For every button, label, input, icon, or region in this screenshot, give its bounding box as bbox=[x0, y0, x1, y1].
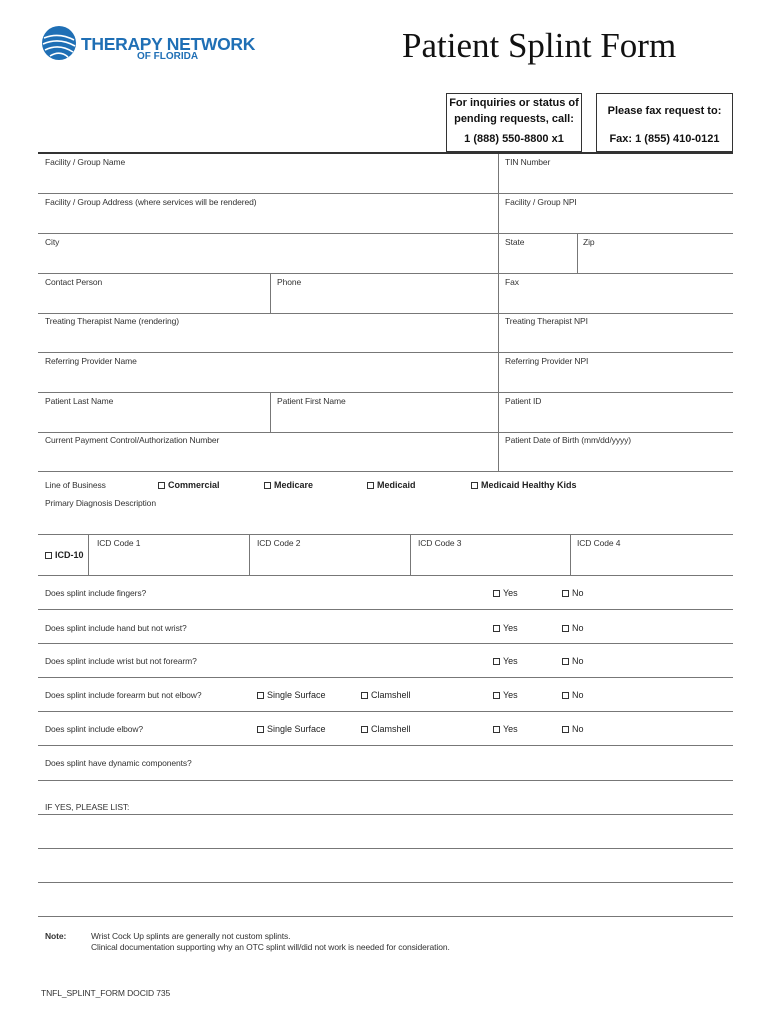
inquiry-line2: pending requests, call: bbox=[454, 113, 574, 125]
elbow-single-surface-checkbox[interactable]: Single Surface bbox=[257, 724, 326, 734]
note-line2: Clinical documentation supporting why an OTC splint will/did not work is needed for consideration. bbox=[91, 942, 450, 952]
page-title: Patient Splint Form bbox=[402, 26, 677, 65]
question-wrist: Does splint include wrist but not forearm? bbox=[45, 656, 197, 666]
fingers-yes-checkbox[interactable]: Yes bbox=[493, 588, 518, 598]
forearm-single-surface-checkbox[interactable]: Single Surface bbox=[257, 690, 326, 700]
contact-person-field[interactable]: Contact Person bbox=[45, 277, 103, 287]
list-line-1[interactable] bbox=[38, 814, 733, 815]
list-line-4[interactable] bbox=[38, 916, 733, 917]
checkbox-icon bbox=[361, 726, 368, 733]
facility-address-field[interactable]: Facility / Group Address (where services will be rendered) bbox=[45, 197, 257, 207]
icd-code-1-field[interactable]: ICD Code 1 bbox=[97, 538, 141, 548]
icd-code-4-field[interactable]: ICD Code 4 bbox=[577, 538, 621, 548]
state-field[interactable]: State bbox=[505, 237, 525, 247]
patient-dob-field[interactable]: Patient Date of Birth (mm/dd/yyyy) bbox=[505, 435, 632, 445]
zip-field[interactable]: Zip bbox=[583, 237, 595, 247]
checkbox-icon bbox=[562, 590, 569, 597]
list-label: IF YES, PLEASE LIST: bbox=[45, 802, 130, 812]
elbow-clamshell-checkbox[interactable]: Clamshell bbox=[361, 724, 411, 734]
elbow-no-checkbox[interactable]: No bbox=[562, 724, 584, 734]
facility-npi-field[interactable]: Facility / Group NPI bbox=[505, 197, 577, 207]
checkbox-icon bbox=[562, 658, 569, 665]
fax-field[interactable]: Fax bbox=[505, 277, 519, 287]
fingers-no-checkbox[interactable]: No bbox=[562, 588, 584, 598]
question-forearm: Does splint include forearm but not elbow? bbox=[45, 690, 202, 700]
patient-first-name-field[interactable]: Patient First Name bbox=[277, 396, 346, 406]
inquiry-line1: For inquiries or status of bbox=[449, 97, 579, 109]
medicaid-healthy-kids-checkbox[interactable]: Medicaid Healthy Kids bbox=[471, 480, 577, 490]
icd-code-2-field[interactable]: ICD Code 2 bbox=[257, 538, 301, 548]
line-of-business-label: Line of Business bbox=[45, 480, 106, 490]
medicaid-checkbox[interactable]: Medicaid bbox=[367, 480, 416, 490]
checkbox-icon bbox=[562, 625, 569, 632]
checkbox-icon bbox=[562, 726, 569, 733]
list-line-3[interactable] bbox=[38, 882, 733, 883]
checkbox-icon bbox=[367, 482, 374, 489]
checkbox-icon bbox=[257, 692, 264, 699]
checkbox-icon bbox=[264, 482, 271, 489]
fax-label: Please fax request to: bbox=[607, 105, 722, 117]
note-label: Note: bbox=[45, 931, 67, 941]
facility-name-field[interactable]: Facility / Group Name bbox=[45, 157, 126, 167]
checkbox-icon bbox=[45, 552, 52, 559]
checkbox-icon bbox=[493, 692, 500, 699]
checkbox-icon bbox=[257, 726, 264, 733]
forearm-no-checkbox[interactable]: No bbox=[562, 690, 584, 700]
checkbox-icon bbox=[158, 482, 165, 489]
tin-field[interactable]: TIN Number bbox=[505, 157, 551, 167]
checkbox-icon bbox=[562, 692, 569, 699]
list-line-2[interactable] bbox=[38, 848, 733, 849]
icd-code-3-field[interactable]: ICD Code 3 bbox=[418, 538, 462, 548]
checkbox-icon bbox=[493, 658, 500, 665]
hand-no-checkbox[interactable]: No bbox=[562, 623, 584, 633]
wrist-yes-checkbox[interactable]: Yes bbox=[493, 656, 518, 666]
question-fingers: Does splint include fingers? bbox=[45, 588, 147, 598]
forearm-yes-checkbox[interactable]: Yes bbox=[493, 690, 518, 700]
diagnosis-description-field[interactable]: Primary Diagnosis Description bbox=[45, 498, 156, 508]
note-line1: Wrist Cock Up splints are generally not custom splints. bbox=[91, 931, 291, 941]
fax-number: Fax: 1 (855) 410-0121 bbox=[609, 133, 720, 145]
patient-id-field[interactable]: Patient ID bbox=[505, 396, 542, 406]
form-doc-id: TNFL_SPLINT_FORM DOCID 735 bbox=[41, 988, 171, 998]
logo-subtitle: OF FLORIDA bbox=[137, 51, 199, 62]
city-field[interactable]: City bbox=[45, 237, 60, 247]
hand-yes-checkbox[interactable]: Yes bbox=[493, 623, 518, 633]
checkbox-icon bbox=[493, 726, 500, 733]
checkbox-icon bbox=[361, 692, 368, 699]
question-dynamic: Does splint have dynamic components? bbox=[45, 758, 192, 768]
question-elbow: Does splint include elbow? bbox=[45, 724, 144, 734]
wrist-no-checkbox[interactable]: No bbox=[562, 656, 584, 666]
treating-therapist-npi-field[interactable]: Treating Therapist NPI bbox=[505, 316, 588, 326]
treating-therapist-field[interactable]: Treating Therapist Name (rendering) bbox=[45, 316, 179, 326]
checkbox-icon bbox=[471, 482, 478, 489]
inquiry-phone: 1 (888) 550-8800 x1 bbox=[464, 133, 564, 145]
referring-provider-field[interactable]: Referring Provider Name bbox=[45, 356, 137, 366]
checkbox-icon bbox=[493, 625, 500, 632]
forearm-clamshell-checkbox[interactable]: Clamshell bbox=[361, 690, 411, 700]
patient-last-name-field[interactable]: Patient Last Name bbox=[45, 396, 114, 406]
referring-provider-npi-field[interactable]: Referring Provider NPI bbox=[505, 356, 589, 366]
question-hand: Does splint include hand but not wrist? bbox=[45, 623, 187, 633]
auth-number-field[interactable]: Current Payment Control/Authorization Number bbox=[45, 435, 220, 445]
medicare-checkbox[interactable]: Medicare bbox=[264, 480, 313, 490]
elbow-yes-checkbox[interactable]: Yes bbox=[493, 724, 518, 734]
logo-name: THERAPY NETWORK bbox=[81, 34, 256, 54]
commercial-checkbox[interactable]: Commercial bbox=[158, 480, 220, 490]
globe-icon bbox=[40, 24, 78, 62]
phone-field[interactable]: Phone bbox=[277, 277, 302, 287]
icd10-checkbox[interactable]: ICD-10 bbox=[45, 550, 84, 560]
checkbox-icon bbox=[493, 590, 500, 597]
